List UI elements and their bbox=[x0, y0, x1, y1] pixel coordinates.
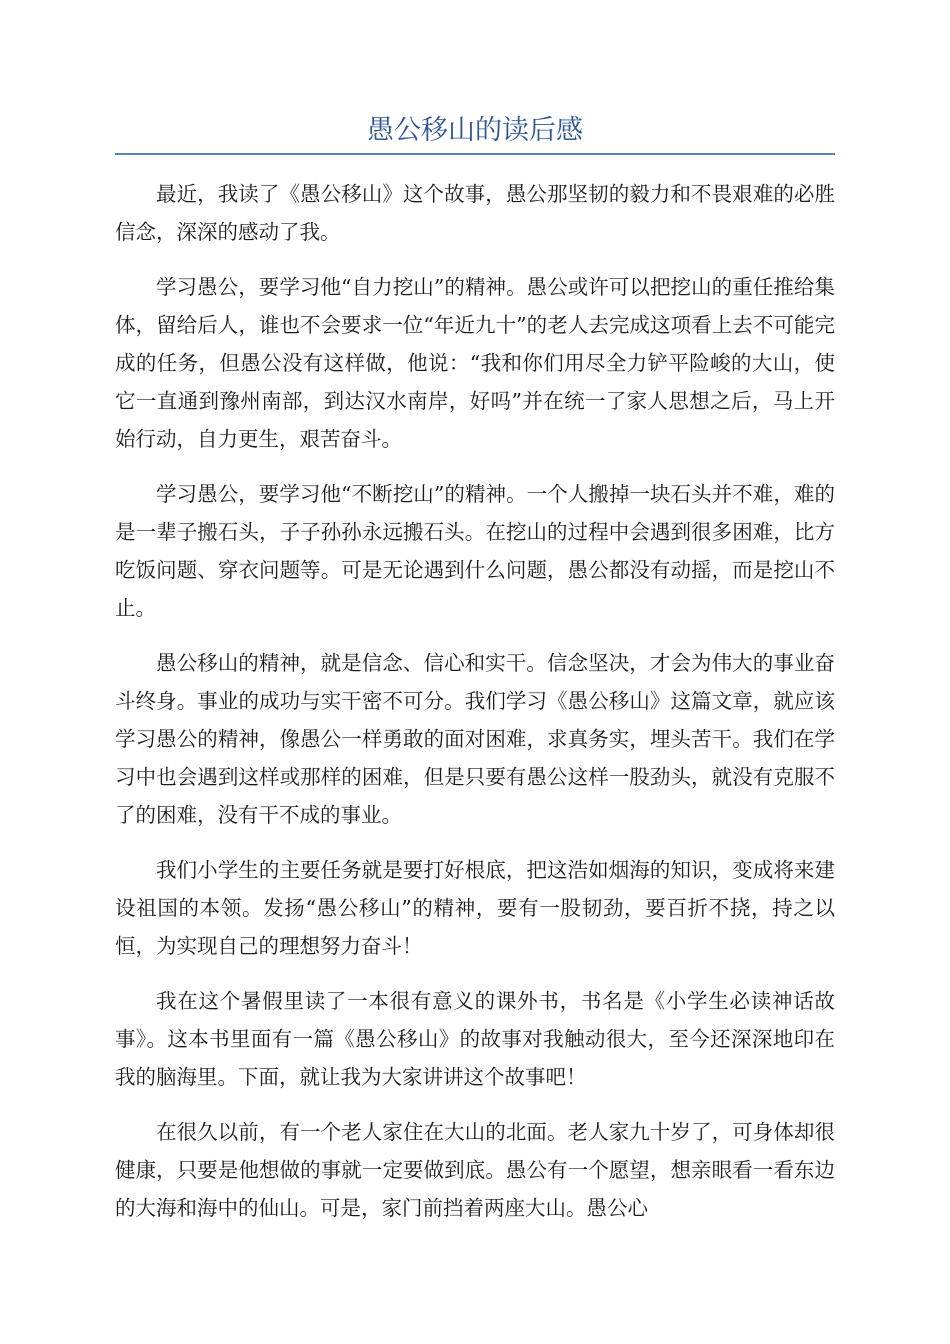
title-underline bbox=[115, 153, 835, 155]
document-title: 愚公移山的读后感 bbox=[367, 115, 583, 146]
paragraph: 我在这个暑假里读了一本很有意义的课外书，书名是《小学生必读神话故事》。这本书里面有一篇《愚公移山》的故事对我触动很大，至今还深深地印在我的脑海里。下面，就让我为大家讲讲这个故事吧！ bbox=[115, 989, 835, 1089]
paragraph: 学习愚公，要学习他“自力挖山”的精神。愚公或许可以把挖山的重任推给集体，留给后人，谁也不会要求一位“年近九十”的老人去完成这项看上去不可能完成的任务，但愚公没有这样做，他说：“我和你们用尽全力铲平险峻的大山，使它一直通到豫州南部，到达汉水南岸，好吗”并在统一了家人思想之后，马上开始行动，自力更生，艰苦奋斗。 bbox=[115, 275, 835, 451]
paragraph: 愚公移山的精神，就是信念、信心和实干。信念坚决，才会为伟大的事业奋斗终身。事业的成功与实干密不可分。我们学习《愚公移山》这篇文章，就应该学习愚公的精神，像愚公一样勇敢的面对困难，求真务实，埋头苦干。我们在学习中也会遇到这样或那样的困难，但是只要有愚公这样一股劲头，就没有克服不了的困难，没有干不成的事业。 bbox=[115, 651, 835, 827]
paragraph: 我们小学生的主要任务就是要打好根底，把这浩如烟海的知识，变成将来建设祖国的本领。发扬“愚公移山”的精神，要有一股韧劲，要百折不挠，持之以恒，为实现自己的理想努力奋斗！ bbox=[115, 858, 835, 958]
paragraph: 在很久以前，有一个老人家住在大山的北面。老人家九十岁了，可身体却很健康，只要是他想做的事就一定要做到底。愚公有一个愿望，想亲眼看一看东边的大海和海中的仙山。可是，家门前挡着两座大山。愚公心 bbox=[115, 1120, 835, 1220]
paragraph: 学习愚公，要学习他“不断挖山”的精神。一个人搬掉一块石头并不难，难的是一辈子搬石头，子子孙孙永远搬石头。在挖山的过程中会遇到很多困难，比方吃饭问题、穿衣问题等。可是无论遇到什么问题，愚公都没有动摇，而是挖山不止。 bbox=[115, 482, 835, 620]
paragraph: 最近，我读了《愚公移山》这个故事，愚公那坚韧的毅力和不畏艰难的必胜信念，深深的感动了我。 bbox=[115, 182, 835, 244]
document-body bbox=[115, 175, 835, 1244]
